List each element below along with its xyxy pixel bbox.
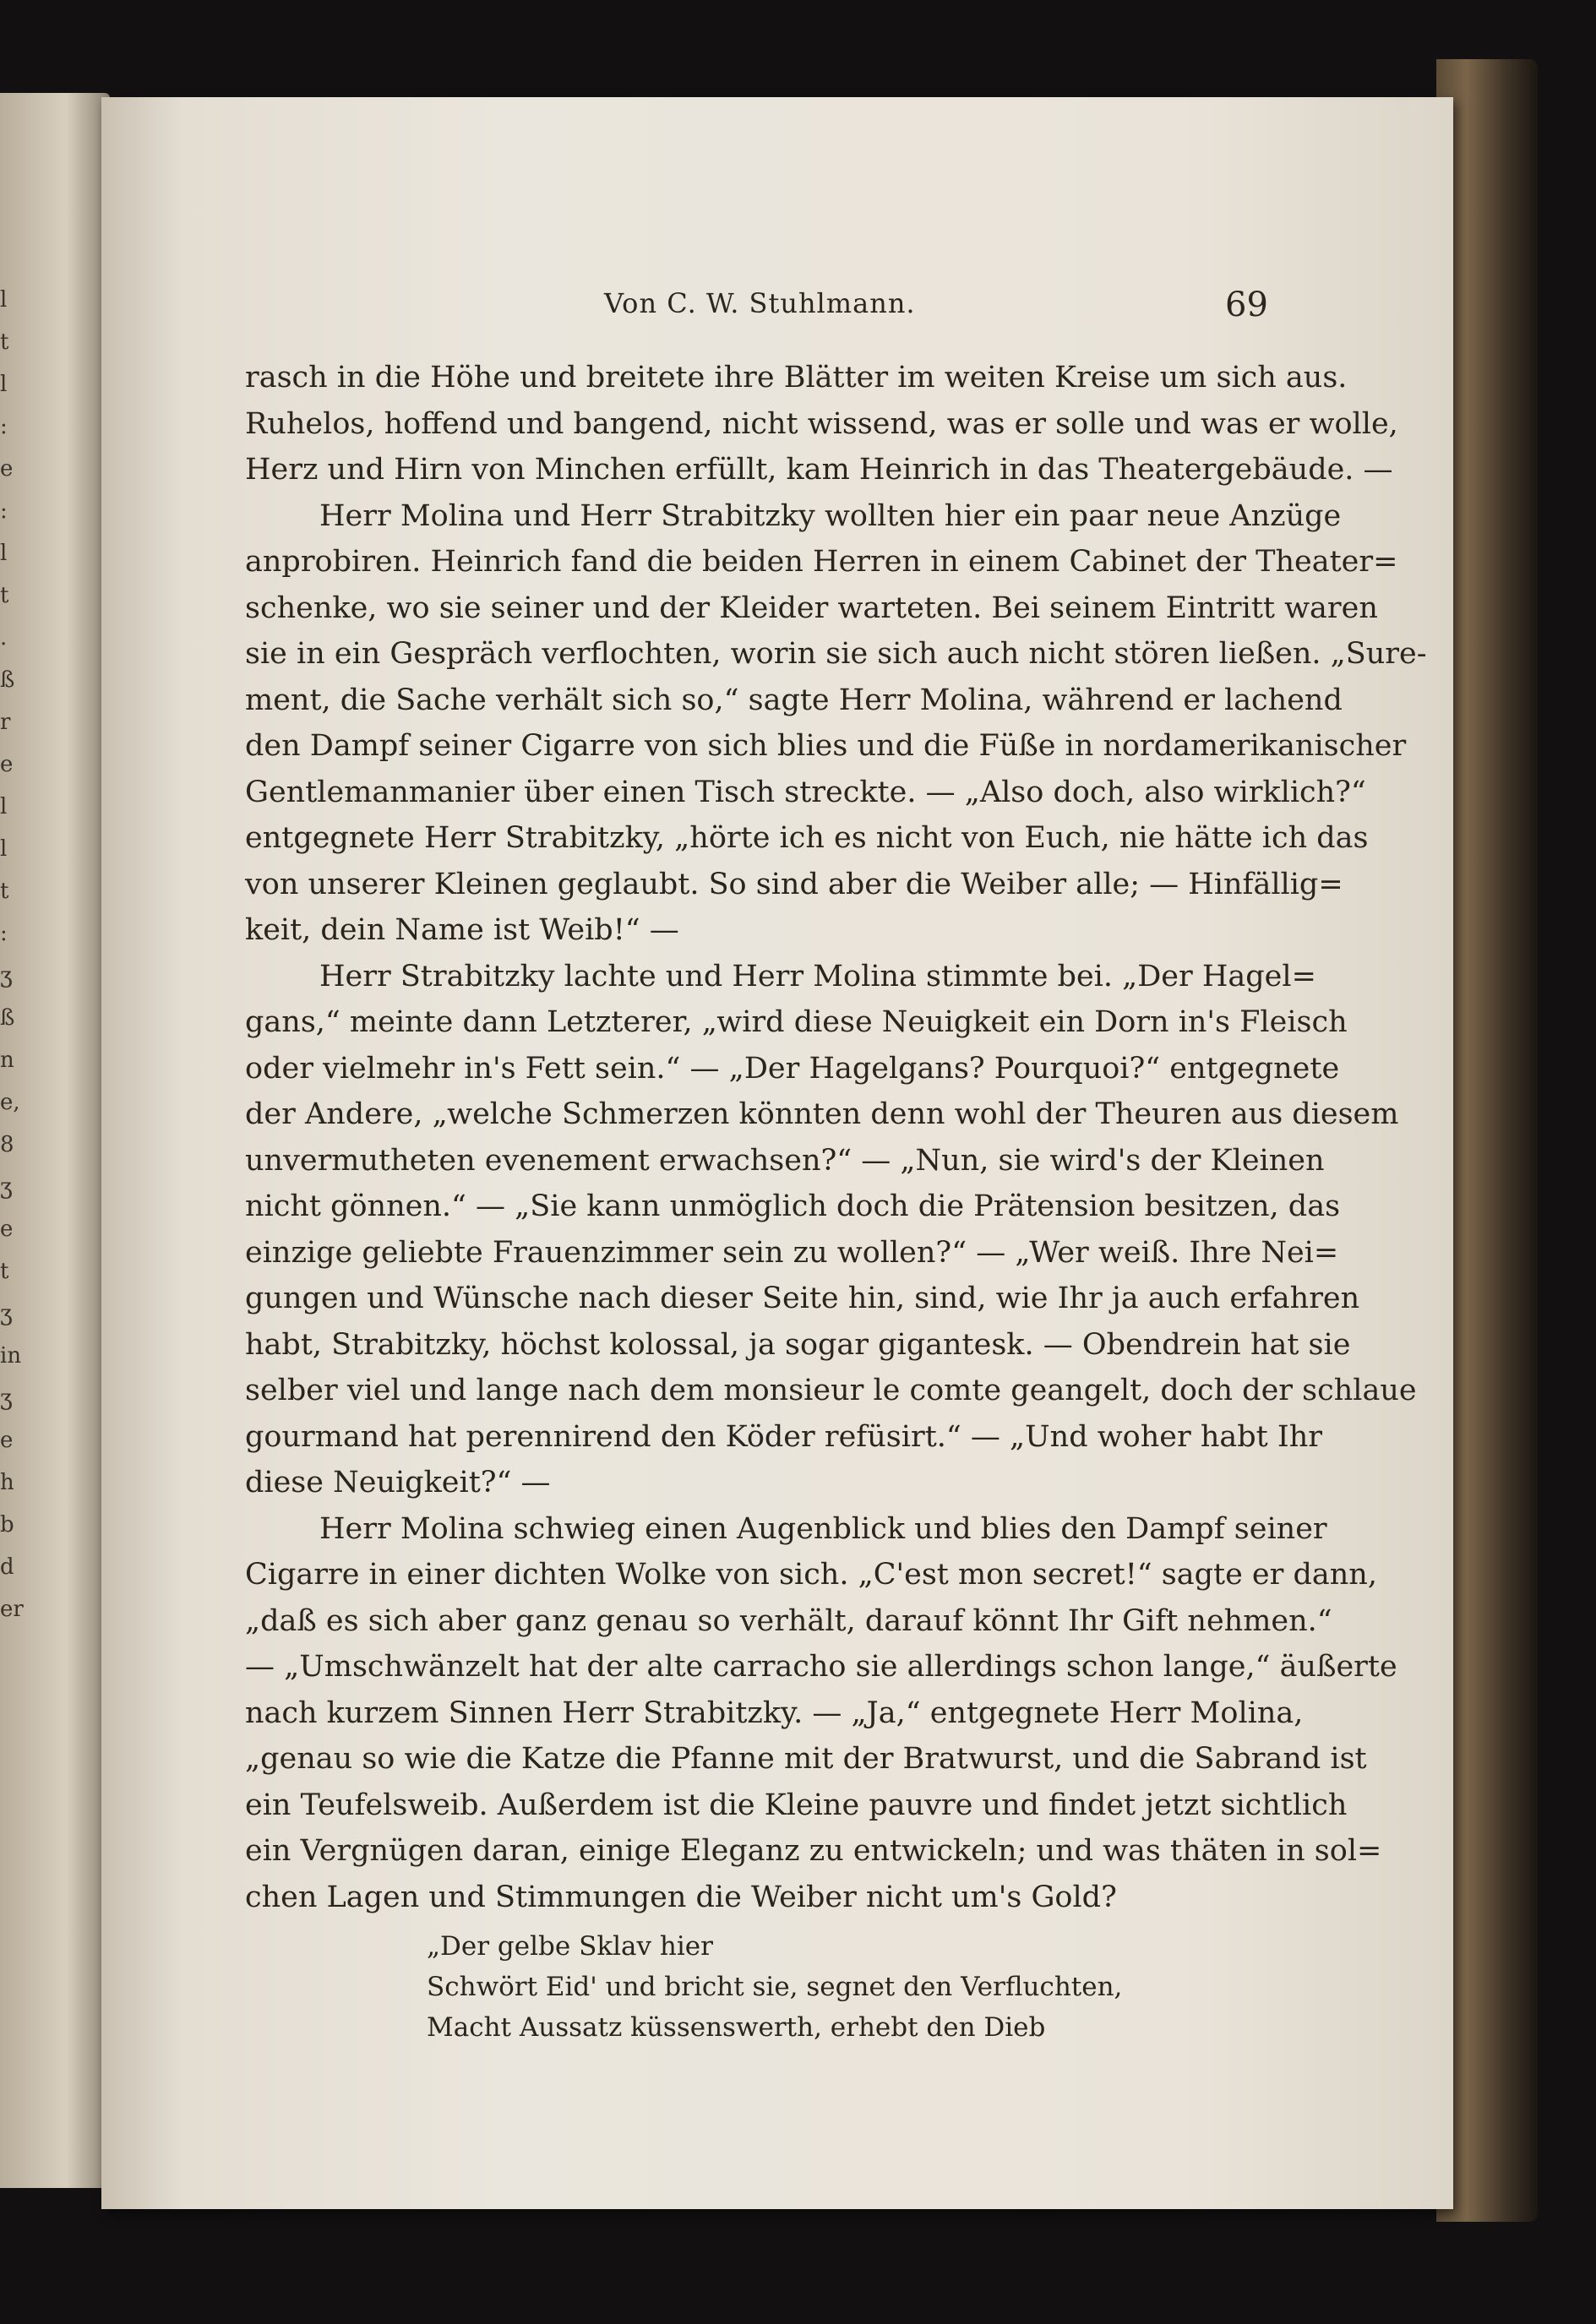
margin-fragment: t bbox=[0, 879, 9, 904]
text-line: nicht gönnen.“ — „Sie kann unmöglich doch die Prätension besitzen, das bbox=[245, 1189, 1341, 1223]
margin-fragment: ʒ bbox=[0, 1174, 13, 1200]
text-line: diese Neuigkeit?“ — bbox=[245, 1466, 551, 1499]
margin-fragment: e bbox=[0, 1216, 14, 1242]
text-line: nach kurzem Sinnen Herr Strabitzky. — „Ja,“ entgegnete Herr Molina, bbox=[245, 1695, 1304, 1730]
text-line: der Andere, „welche Schmerzen könnten denn wohl der Theuren aus diesem bbox=[245, 1097, 1399, 1131]
running-head: Von C. W. Stuhlmann. bbox=[604, 287, 916, 319]
page-header bbox=[0, 287, 1596, 338]
margin-fragment: ß bbox=[0, 667, 15, 693]
text-line: „daß es sich aber ganz genau so verhält, darauf könnt Ihr Gift nehmen.“ bbox=[245, 1603, 1332, 1638]
text-line: habt, Strabitzky, höchst kolossal, ja sogar gigantesk. — Obendrein hat sie bbox=[245, 1327, 1351, 1362]
margin-fragment: d bbox=[0, 1554, 14, 1580]
text-line: chen Lagen und Stimmungen die Weiber nicht um's Gold? bbox=[245, 1880, 1117, 1914]
margin-fragment: e bbox=[0, 752, 14, 777]
text-line: Herz und Hirn von Minchen erfüllt, kam Heinrich in das Theatergebäude. — bbox=[245, 453, 1393, 487]
text-line: anprobiren. Heinrich fand die beiden Herren in einem Cabinet der Theater= bbox=[245, 545, 1398, 579]
margin-fragment: h bbox=[0, 1470, 14, 1495]
margin-fragment: b bbox=[0, 1512, 14, 1538]
margin-fragment: ʒ bbox=[0, 963, 13, 988]
margin-fragment: ʒ bbox=[0, 1301, 13, 1326]
margin-fragment: e bbox=[0, 1428, 14, 1453]
verse-line: „Der gelbe Sklav hier bbox=[427, 1931, 713, 1962]
margin-fragment: : bbox=[0, 414, 8, 439]
text-line: Herr Molina schwieg einen Augenblick und blies den Dampf seiner bbox=[319, 1511, 1327, 1546]
verse-line: Schwört Eid' und bricht sie, segnet den Verfluchten, bbox=[427, 1972, 1123, 2002]
margin-fragment: r bbox=[0, 710, 11, 735]
text-line: ein Teufelsweib. Außerdem ist die Kleine pauvre und findet jetzt sichtlich bbox=[245, 1788, 1348, 1822]
margin-fragment: e, bbox=[0, 1090, 20, 1115]
margin-fragment: t bbox=[0, 583, 9, 608]
margin-fragment: in bbox=[0, 1343, 22, 1369]
margin-fragment: l bbox=[0, 541, 8, 566]
text-line: selber viel und lange nach dem monsieur le comte geangelt, doch der schlaue bbox=[245, 1374, 1417, 1407]
margin-fragment: ʒ bbox=[0, 1385, 13, 1411]
text-line: unvermutheten evenement erwachsen?“ — „Nun, sie wird's der Kleinen bbox=[245, 1143, 1325, 1178]
body-text bbox=[245, 355, 1427, 1920]
margin-fragment: . bbox=[0, 625, 8, 650]
text-line: von unserer Kleinen geglaubt. So sind aber die Weiber alle; — Hinfällig= bbox=[245, 867, 1343, 901]
text-line: schenke, wo sie seiner und der Kleider warteten. Bei seinem Eintritt waren bbox=[245, 591, 1378, 625]
margin-fragment: l bbox=[0, 836, 8, 862]
text-line: rasch in die Höhe und breitete ihre Blätter im weiten Kreise um sich aus. bbox=[245, 361, 1348, 395]
text-line: sie in ein Gespräch verflochten, worin sie sich auch nicht stören ließen. „Sure- bbox=[245, 637, 1427, 671]
text-line: gungen und Wünsche nach dieser Seite hin, sind, wie Ihr ja auch erfahren bbox=[245, 1282, 1360, 1315]
margin-fragment: ß bbox=[0, 1005, 15, 1031]
margin-fragment: : bbox=[0, 498, 8, 524]
facing-page-margin-text bbox=[0, 279, 25, 2053]
text-line: einzige geliebte Frauenzimmer sein zu wollen?“ — „Wer weiß. Ihre Nei= bbox=[245, 1235, 1339, 1270]
text-line: Gentlemanmanier über einen Tisch streckte. — „Also doch, also wirklich?“ bbox=[245, 775, 1366, 809]
margin-fragment: 8 bbox=[0, 1132, 14, 1157]
text-line: Herr Strabitzky lachte und Herr Molina stimmte bei. „Der Hagel= bbox=[319, 959, 1316, 993]
text-line: Cigarre in einer dichten Wolke von sich. „C'est mon secret!“ sagte er dann, bbox=[245, 1558, 1377, 1592]
text-line: — „Umschwänzelt hat der alte carracho sie allerdings schon lange,“ äußerte bbox=[245, 1650, 1397, 1684]
text-line: Ruhelos, hoffend und bangend, nicht wissend, was er solle und was er wolle, bbox=[245, 406, 1398, 441]
text-line: entgegnete Herr Strabitzky, „hörte ich es nicht von Euch, nie hätte ich das bbox=[245, 821, 1369, 855]
verse-quote bbox=[427, 1926, 1187, 2048]
text-line: oder vielmehr in's Fett sein.“ — „Der Hagelgans? Pourquoi?“ entgegnete bbox=[245, 1051, 1340, 1086]
text-line: „genau so wie die Katze die Pfanne mit der Bratwurst, und die Sabrand ist bbox=[245, 1742, 1367, 1776]
text-line: ein Vergnügen daran, einige Eleganz zu entwickeln; und was thäten in sol= bbox=[245, 1834, 1382, 1868]
margin-fragment: t bbox=[0, 1259, 9, 1284]
margin-fragment: er bbox=[0, 1597, 24, 1622]
text-line: gans,“ meinte dann Letzterer, „wird diese Neuigkeit ein Dorn in's Fleisch bbox=[245, 1005, 1348, 1039]
page-number: 69 bbox=[1225, 286, 1268, 324]
margin-fragment: : bbox=[0, 921, 8, 946]
margin-fragment: e bbox=[0, 456, 14, 482]
text-line: Herr Molina und Herr Strabitzky wollten hier ein paar neue Anzüge bbox=[319, 498, 1342, 533]
margin-fragment: l bbox=[0, 287, 8, 313]
margin-fragment: l bbox=[0, 794, 8, 819]
margin-fragment: l bbox=[0, 372, 8, 397]
verse-line: Macht Aussatz küssenswerth, erhebt den Dieb bbox=[427, 2012, 1046, 2043]
text-line: den Dampf seiner Cigarre von sich blies und die Füße in nordamerikanischer bbox=[245, 729, 1407, 763]
text-line: ment, die Sache verhält sich so,“ sagte Herr Molina, während er lachend bbox=[245, 683, 1343, 717]
text-line: gourmand hat perennirend den Köder refüsirt.“ — „Und woher habt Ihr bbox=[245, 1419, 1322, 1454]
margin-fragment: n bbox=[0, 1048, 14, 1073]
text-line: keit, dein Name ist Weib!“ — bbox=[245, 913, 679, 947]
margin-fragment: t bbox=[0, 329, 9, 355]
